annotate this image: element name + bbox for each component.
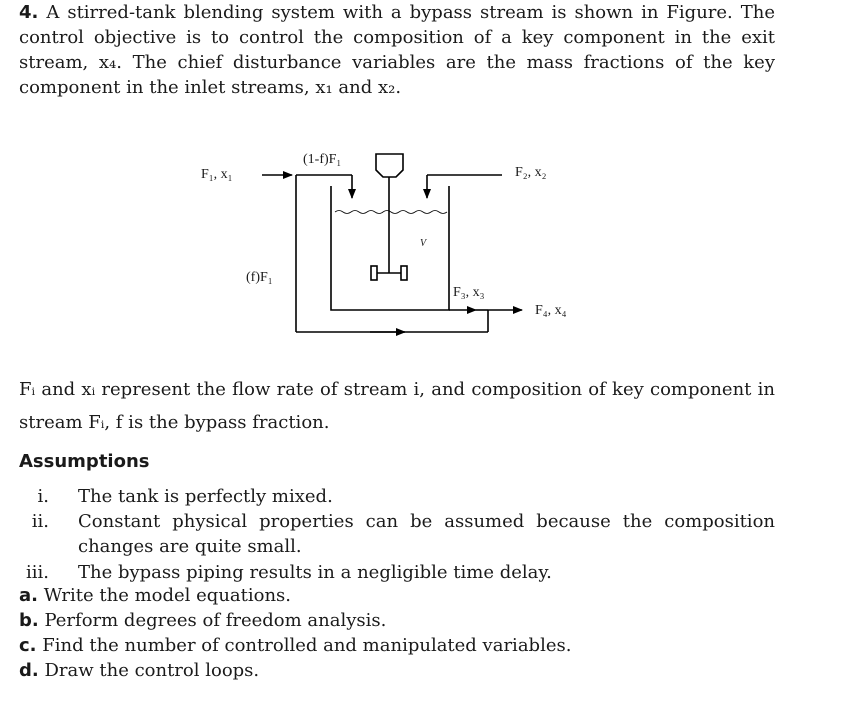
task-text: Write the model equations.: [43, 585, 292, 606]
assumption-text: Constant physical properties can be assumed because the composition changes are quite small.: [78, 511, 775, 557]
impeller-blade-right: [401, 266, 407, 280]
task-item: [19, 583, 291, 608]
task-letter: c.: [19, 635, 37, 656]
label-exit: F₄, x₄: [535, 303, 567, 318]
label-inlet2: F₂, x₂: [515, 165, 547, 180]
question-number: 4.: [19, 2, 39, 23]
label-bypass: (f)F₁: [246, 270, 273, 285]
assumptions-heading: Assumptions: [19, 451, 150, 472]
task-text: Perform degrees of freedom analysis.: [44, 610, 387, 631]
label-to-tank: (1-f)F₁: [303, 152, 342, 167]
assumption-number: ii.: [31, 511, 49, 532]
task-item: [19, 633, 571, 658]
task-text: Find the number of controlled and manipulated variables.: [42, 635, 572, 656]
liquid-level: [335, 211, 447, 214]
question-body: A stirred-tank blending system with a bypass stream is shown in Figure. The control objective is to control the composition of a key component in the exit stream, x₄. The chief disturbance variables are the mass fractions of the key component in the inlet streams, x₁ and x₂.: [19, 2, 775, 98]
task-letter: d.: [19, 660, 39, 681]
task-item: [19, 608, 386, 633]
motor: [376, 154, 403, 177]
label-tank-out: F₃, x₃: [453, 285, 485, 300]
label-volume: V: [420, 238, 427, 249]
task-text: Draw the control loops.: [44, 660, 260, 681]
assumption-text: The tank is perfectly mixed.: [78, 486, 333, 507]
task-letter: b.: [19, 610, 39, 631]
task-item: [19, 658, 259, 683]
task-letter: a.: [19, 585, 38, 606]
assumption-number: i.: [37, 486, 49, 507]
impeller-blade-left: [371, 266, 377, 280]
definition-text: Fᵢ and xᵢ represent the flow rate of stream i, and composition of key component in stream Fᵢ, f is the bypass fraction.: [19, 379, 775, 433]
assumption-text: The bypass piping results in a negligible time delay.: [78, 562, 552, 583]
tank-walls: [331, 186, 449, 310]
label-inlet1: F₁, x₁: [201, 167, 233, 182]
assumption-number: iii.: [26, 562, 49, 583]
